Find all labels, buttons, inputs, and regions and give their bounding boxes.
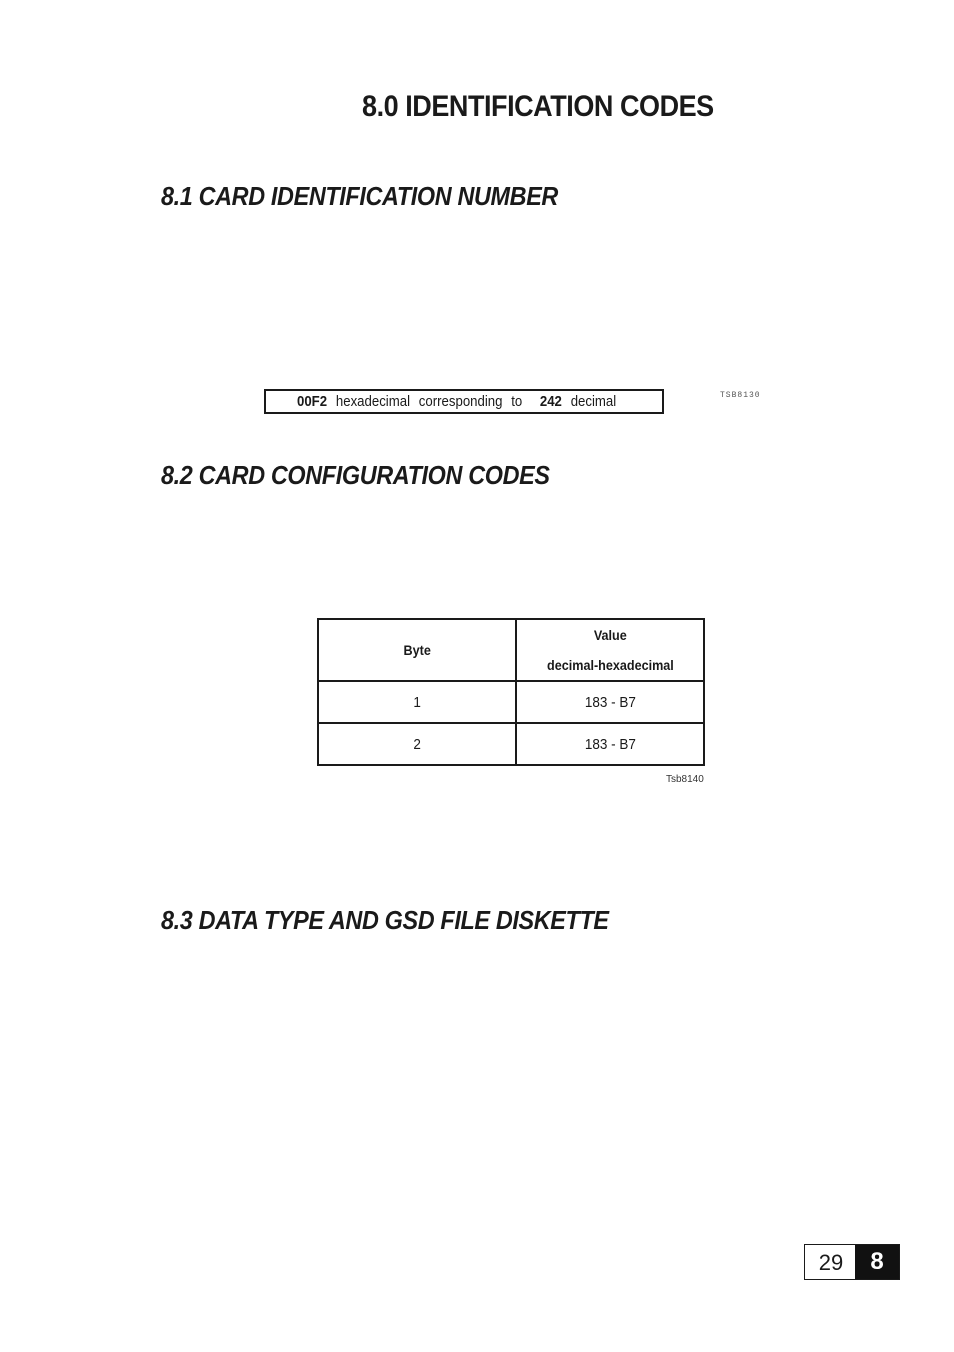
decimal-value: 242 <box>539 393 562 410</box>
page-footer-marker <box>804 1244 900 1280</box>
cell-byte: 1 <box>318 681 516 723</box>
section-heading-card-identification: 8.1 CARD IDENTIFICATION NUMBER <box>161 181 558 211</box>
header-byte: Byte <box>318 619 516 681</box>
id-text-decimal: decimal <box>570 393 617 410</box>
id-text-corresponding: corresponding <box>418 393 503 410</box>
cell-value: 183 - B7 <box>516 681 704 723</box>
cell-byte: 2 <box>318 723 516 765</box>
id-text-hexadecimal: hexadecimal <box>335 393 411 410</box>
id-text-to: to <box>511 393 523 410</box>
identification-number-box <box>264 389 664 414</box>
section-heading-card-configuration: 8.2 CARD CONFIGURATION CODES <box>161 460 550 490</box>
table-header-row <box>318 619 704 681</box>
figure-reference-tsb8140: Tsb8140 <box>666 774 704 785</box>
figure-reference-tsb8130: TSB8130 <box>720 391 761 400</box>
table-row <box>318 723 704 765</box>
table-row <box>318 681 704 723</box>
header-value <box>516 619 704 681</box>
page-title: 8.0 IDENTIFICATION CODES <box>362 90 714 123</box>
hex-value: 00F2 <box>297 393 328 410</box>
page-number: 29 <box>818 1250 844 1275</box>
configuration-codes-table <box>317 618 705 766</box>
header-value-subtitle: decimal-hexadecimal <box>546 657 674 673</box>
chapter-number-tab: 8 <box>855 1245 899 1279</box>
cell-value: 183 - B7 <box>516 723 704 765</box>
header-value-title: Value <box>593 627 627 643</box>
section-heading-data-type: 8.3 DATA TYPE AND GSD FILE DISKETTE <box>161 905 609 935</box>
